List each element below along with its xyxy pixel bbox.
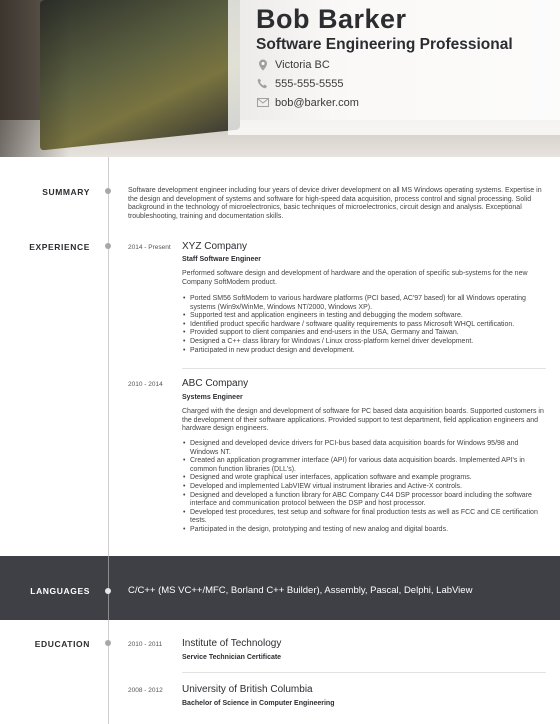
contact-location (256, 58, 330, 71)
experience-label: EXPERIENCE (29, 242, 90, 252)
phone-text: 555-555-5555 (275, 77, 344, 90)
job-description: Charged with the design and development of software for PC based data acquisition boards. Supported customers in the development of their software applications. Provided support to test department, field application engineers and hardware design engineers. (182, 408, 544, 433)
bullet-item: • Developed and implemented LabVIEW virtual instrument libraries and Active-X controls. (182, 483, 546, 492)
bullet-item: • Designed and developed a function library for ABC Company C44 DSP processor board including the software interface and communication protocol between the DSP and host processor. (182, 492, 546, 509)
bullet-item: • Ported SM56 SoftModem to various hardware platforms (PCI based, AC'97 based) for all Windows operating systems (Win9x/WinMe, Windows NT/2000, Windows XP). (182, 295, 546, 312)
languages-text: C/C++ (MS VC++/MFC, Borland C++ Builder), Assembly, Pascal, Delphi, LabView (128, 585, 473, 596)
bullet-item: • Designed a C++ class library for Windows / Linux cross-platform kernel driver development. (182, 338, 546, 347)
phone-icon (256, 77, 269, 90)
timeline-dot (105, 640, 111, 646)
envelope-icon (256, 96, 269, 109)
job-role: Staff Software Engineer (182, 256, 261, 263)
education-label: EDUCATION (34, 639, 90, 649)
edu-school: Institute of Technology (182, 638, 282, 649)
bullet-item: • Identified product specific hardware / software quality requirements to pass Microsoft WHQL certification. (182, 321, 546, 330)
email-link[interactable]: bob@barker.com (275, 96, 359, 109)
location-text: Victoria BC (275, 58, 330, 71)
summary-text: Software development engineer including four years of device driver development on all MS Windows operating systems. Expertise in the design and development of systems and software for high-speed data acquisition, process control and signal processing. Solid background in the technology of microelectronics, basic techniques of microelectronics, circuit design and analysis. Exceptional troubleshooting, training and documentation skills. (128, 187, 542, 220)
edu-degree: Service Technician Certificate (182, 654, 282, 661)
edu-divider (182, 672, 546, 673)
job-role: Systems Engineer (182, 394, 243, 401)
edu-degree: Bachelor of Science in Computer Engineering (182, 700, 335, 707)
map-pin-icon (256, 58, 269, 71)
job-divider (182, 368, 546, 369)
bullet-item: • Participated in the design, prototyping and testing of new analog and digital boards. (182, 526, 546, 535)
contact-email[interactable] (256, 96, 359, 109)
edu-dates: 2010 - 2011 (128, 641, 163, 648)
bullet-item: • Designed and developed device drivers for PCI-bus based data acquisition boards for Windows 95/98 and Windows NT. (182, 440, 546, 457)
bullet-item: • Designed and wrote graphical user interfaces, application software and example programs. (182, 474, 546, 483)
job-dates: 2010 - 2014 (128, 381, 163, 388)
bullet-item: • Developed test procedures, test setup and software for final production tests as well as FCC and CE certification tests. (182, 509, 546, 526)
job-bullets (182, 295, 546, 355)
job-description: Performed software design and development of hardware and the operation of specific sub-systems for the new Company SoftModem product. (182, 270, 528, 286)
header-photo-shade (0, 0, 70, 157)
resume-title: Software Engineering Professional (256, 36, 513, 53)
edu-dates: 2008 - 2012 (128, 687, 163, 694)
bullet-item: • Created an application programmer interface (API) for various data acquisition boards. Implemented API's in common function libraries (DLL's). (182, 457, 546, 474)
header-photo-laptop (40, 0, 240, 151)
job-company: XYZ Company (182, 241, 248, 252)
job-bullets (182, 440, 546, 535)
bullet-item: • Participated in new product design and development. (182, 347, 546, 356)
bullet-item: • Supported test and application engineers in testing and debugging the modem software. (182, 312, 546, 321)
contact-phone (256, 77, 344, 90)
job-dates: 2014 - Present (128, 244, 171, 251)
languages-label: LANGUAGES (30, 586, 90, 596)
edu-school: University of British Columbia (182, 684, 313, 695)
timeline-dot (105, 588, 111, 594)
timeline-dot (105, 188, 111, 194)
bullet-item: • Provided support to client companies and end-users in the USA, Germany and Taiwan. (182, 329, 546, 338)
timeline-dot (105, 243, 111, 249)
summary-label: SUMMARY (42, 187, 90, 197)
job-company: ABC Company (182, 378, 249, 389)
resume-name: Bob Barker (256, 4, 407, 34)
